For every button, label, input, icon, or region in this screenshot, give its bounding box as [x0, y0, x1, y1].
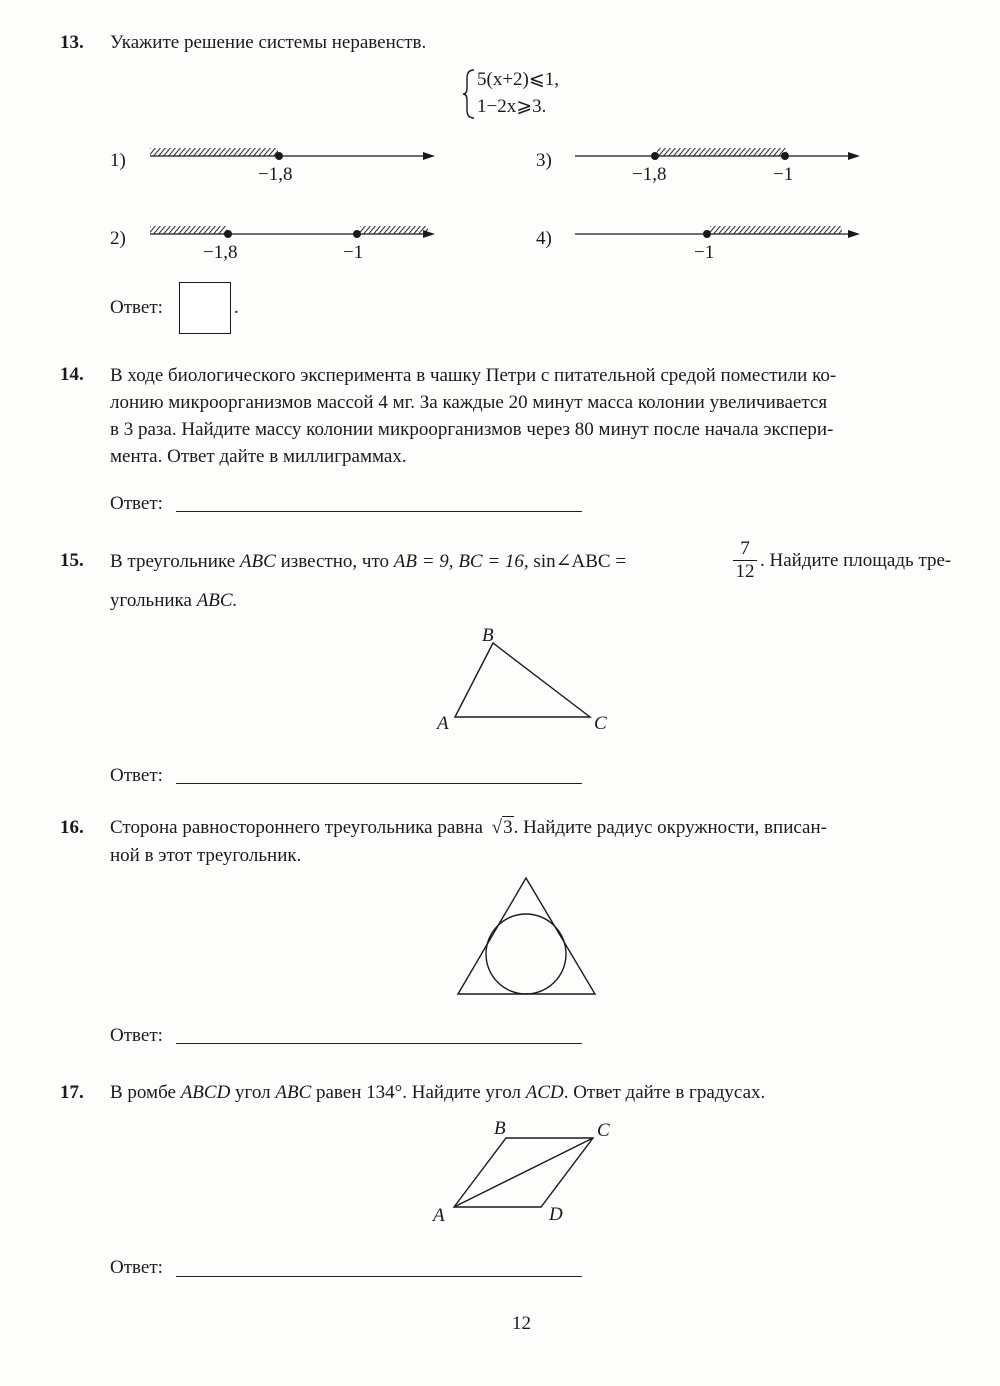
- page-number: 12: [512, 1313, 531, 1334]
- text: . Найдите радиус окружности, вписан-: [513, 817, 827, 838]
- text-line: В ходе биологического эксперимента в чашку Петри с питательной средой поместили ко-: [110, 365, 837, 386]
- sqrt-expression: [492, 817, 514, 838]
- point-c-label: C: [597, 1120, 610, 1141]
- option-label: 3): [536, 150, 552, 171]
- answer-label: Ответ:: [110, 493, 163, 514]
- fraction: [731, 538, 759, 583]
- option-label: 1): [110, 150, 126, 171]
- angle-abc: ABC: [275, 1082, 312, 1103]
- triangle-figure: [450, 640, 610, 730]
- text-line: мента. Ответ дайте в миллиграммах.: [110, 446, 407, 467]
- text-line: в 3 раза. Найдите массу колонии микроорганизмов через 80 минут после начала экспери-: [110, 419, 834, 440]
- answer-box[interactable]: [179, 282, 231, 334]
- problem-text-line2: ной в этот треугольник.: [110, 845, 302, 866]
- problem-number: 15.: [60, 550, 84, 571]
- tick-label: −1: [773, 164, 794, 185]
- tick-label: −1: [694, 242, 715, 263]
- answer-label: Ответ:: [110, 765, 163, 786]
- text: известно, что: [280, 551, 390, 572]
- number-line: [145, 146, 445, 166]
- angle-acd: ACD: [525, 1082, 564, 1103]
- sqrt-arg: 3: [503, 817, 513, 838]
- number-line: [145, 224, 445, 244]
- problem-text: [110, 362, 990, 470]
- problem-number: 13.: [60, 32, 84, 53]
- answer-label: Ответ:: [110, 1257, 163, 1278]
- answer-line[interactable]: [176, 1043, 582, 1044]
- point-c-label: C: [594, 713, 607, 734]
- side-ab: AB = 9,: [393, 551, 454, 572]
- system-line-2: 1−2x⩾3.: [477, 96, 547, 117]
- answer-period: .: [234, 297, 239, 318]
- fraction-denominator: 12: [735, 561, 755, 582]
- problem-text: [110, 817, 827, 839]
- point-d-label: D: [549, 1204, 563, 1225]
- tick-label: −1,8: [203, 242, 238, 263]
- text: Сторона равностороннего треугольника равна: [110, 817, 483, 838]
- tick-label: −1: [343, 242, 364, 263]
- text: В ромбе: [110, 1082, 176, 1103]
- answer-line[interactable]: [176, 783, 582, 784]
- inscribed-circle-figure: [455, 875, 605, 1000]
- text: угол: [235, 1082, 271, 1103]
- answer-line[interactable]: [176, 1276, 582, 1277]
- number-line: [575, 224, 875, 244]
- triangle-name: ABC: [239, 551, 276, 572]
- rhombus-name: ABCD: [180, 1082, 231, 1103]
- system-brace: [462, 68, 476, 120]
- rhombus-figure: [448, 1135, 608, 1215]
- text: угольника: [110, 590, 192, 611]
- option-label: 4): [536, 228, 552, 249]
- answer-label: Ответ:: [110, 1025, 163, 1046]
- fraction-numerator: 7: [740, 538, 750, 559]
- problem-text-end: . Найдите площадь тре-: [760, 550, 952, 571]
- text: В треугольнике: [110, 551, 236, 572]
- point-b-label: B: [494, 1118, 506, 1139]
- sin-expression: sin∠ABC =: [533, 551, 627, 572]
- answer-line[interactable]: [176, 511, 582, 512]
- sqrt-icon: √: [491, 817, 503, 838]
- point-a-label: A: [437, 713, 449, 734]
- number-line: [575, 146, 875, 166]
- problem-number: 14.: [60, 364, 84, 385]
- problem-text-line2: [110, 590, 237, 612]
- problem-text: [110, 550, 626, 573]
- text: равен 134°. Найдите угол: [316, 1082, 521, 1103]
- side-bc: BC = 16,: [458, 551, 529, 572]
- text-line: лонию микроорганизмов массой 4 мг. За каждые 20 минут масса колонии увеличивается: [110, 392, 828, 413]
- system-line-1: 5(x+2)⩽1,: [477, 69, 560, 90]
- triangle-name: ABC.: [196, 590, 238, 611]
- point-b-label: B: [482, 625, 494, 646]
- tick-label: −1,8: [632, 164, 667, 185]
- point-a-label: A: [433, 1205, 445, 1226]
- problem-text: [110, 1082, 765, 1104]
- problem-text: Укажите решение системы неравенств.: [110, 32, 427, 53]
- text: . Ответ дайте в градусах.: [563, 1082, 766, 1103]
- problem-number: 17.: [60, 1082, 84, 1103]
- problem-number: 16.: [60, 817, 84, 838]
- tick-label: −1,8: [258, 164, 293, 185]
- option-label: 2): [110, 228, 126, 249]
- answer-label: Ответ:: [110, 297, 163, 318]
